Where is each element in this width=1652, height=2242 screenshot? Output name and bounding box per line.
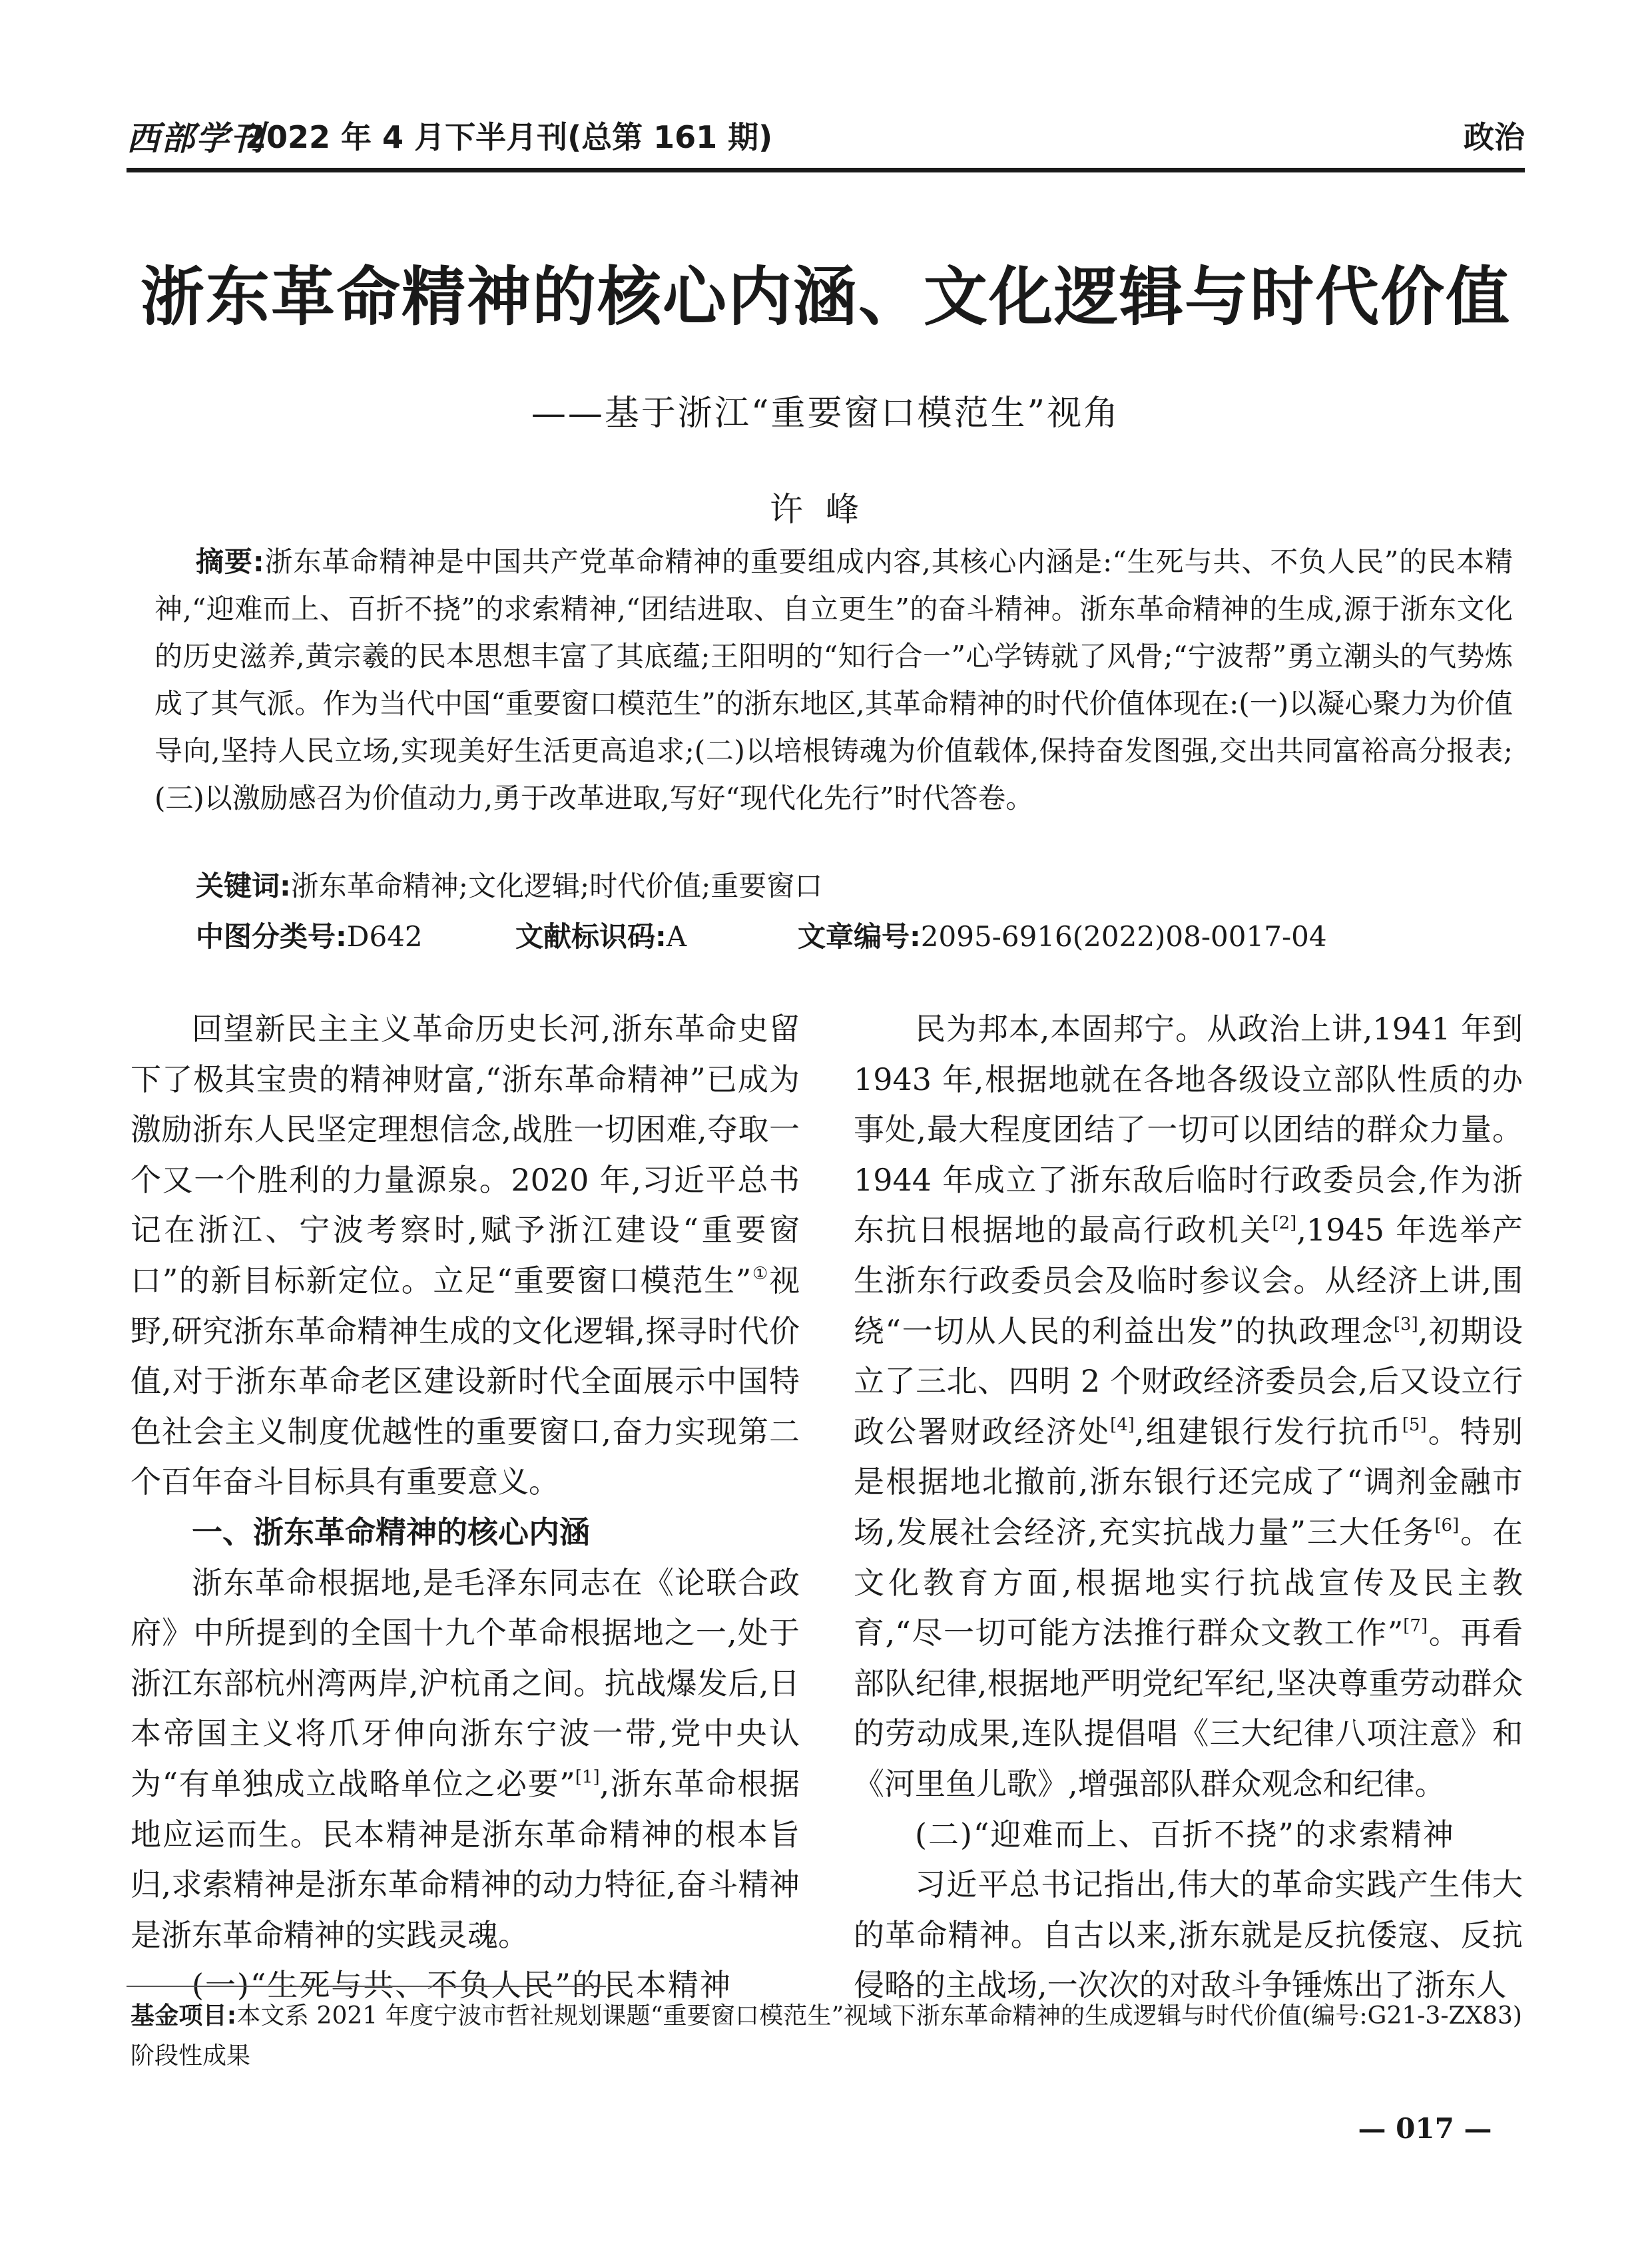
page-number: — 017 — (1358, 2112, 1492, 2145)
citation: [4] (1110, 1414, 1135, 1435)
section-label: 政治 (1464, 119, 1525, 155)
paragraph: 浙东革命根据地,是毛泽东同志在《论联合政府》中所提到的全国十九个革命根据地之一,处于浙江东部杭州湾两岸,沪杭甬之间。抗战爆发后,日本帝国主义将爪牙伸向浙东宁波一带,党中央认为“有单独成立战略单位之必要”[1],浙东革命根据地应运而生。民本精神是浙东革命精神的根本旨归,求索精神是浙东革命精神的动力特征,奋斗精神是浙东革命精神的实践灵魂。 (131, 1564, 800, 1953)
journal-logo: 西部学刊 (127, 119, 265, 158)
article-number-value: 2095-6916(2022)08-0017-04 (920, 920, 1327, 953)
clc-field (196, 914, 423, 960)
article-subtitle: ——基于浙江“重要窗口模范生”视角 (531, 394, 1121, 433)
paragraph: 习近平总书记指出,伟大的革命实践产生伟大的革命精神。自古以来,浙东就是反抗倭寇、反抗侵略的主战场,一次次的对敌斗争锤炼出了浙东人 (854, 1866, 1523, 2004)
funding-text: 本文系 2021 年度宁波市哲社规划课题“重要窗口模范生”视域下浙东革命精神的生成逻辑与时代价值(编号:G21-3-ZX83)阶段性成果 (131, 2002, 1522, 2070)
abstract (154, 538, 1513, 822)
subsection-heading: (二)“迎难而上、百折不挠”的求索精神 (915, 1816, 1455, 1852)
article-number-field (798, 914, 1327, 960)
article-title: 浙东革命精神的核心内涵、文化逻辑与时代价值 (140, 260, 1511, 334)
citation: [7] (1403, 1616, 1428, 1637)
header-rule (127, 168, 1525, 172)
author-name: 许峰 (770, 490, 882, 529)
classification-row (196, 914, 1514, 960)
abstract-text: 浙东革命精神是中国共产党革命精神的重要组成内容,其核心内涵是:“生死与共、不负人民”的民本精神,“迎难而上、百折不挠”的求索精神,“团结进取、自立更生”的奋斗精神。浙东革命精神的生成,源于浙东文化的历史滋养,黄宗羲的民本思想丰富了其底蕴;王阳明的“知行合一”心学铸就了风骨;“宁波帮”勇立潮头的气势炼成了其气派。作为当代中国“重要窗口模范生”的浙东地区,其革命精神的时代价值体现在:(一)以凝心聚力为价值导向,坚持人民立场,实现美好生活更高追求;(二)以培根铸魂为价值载体,保持奋发图强,交出共同富裕高分报表;(三)以激励感召为价值动力,勇于改革进取,写好“现代化先行”时代答卷。 (154, 545, 1514, 814)
citation: [6] (1434, 1515, 1460, 1536)
funding-footnote (131, 1996, 1522, 2076)
footnote-rule (127, 1986, 606, 1987)
clc-value: D642 (346, 920, 423, 953)
running-header (127, 112, 1525, 165)
article-number-label: 文章编号: (798, 920, 921, 953)
body-column-left (131, 1004, 800, 2011)
citation: [3] (1393, 1314, 1418, 1334)
citation: [1] (575, 1767, 600, 1787)
doc-code-field (515, 914, 687, 960)
keywords (196, 863, 1514, 910)
keywords-text: 浙东革命精神;文化逻辑;时代价值;重要窗口 (290, 870, 823, 902)
paragraph: 回望新民主主义革命历史长河,浙东革命史留下了极其宝贵的精神财富,“浙东革命精神”已成为激励浙东人民坚定理想信念,战胜一切困难,夺取一个又一个胜利的力量源泉。2020 年,习近平总书记在浙江、宁波考察时,赋予浙江建设“重要窗口”的新目标新定位。立足“重要窗口模范生”①视野,研究浙东革命精神生成的文化逻辑,探寻时代价值,对于浙东革命老区建设新时代全面展示中国特色社会主义制度优越性的重要窗口,奋力实现第二个百年奋斗目标具有重要意义。 (131, 1011, 800, 1500)
paragraph: 民为邦本,本固邦宁。从政治上讲,1941 年到 1943 年,根据地就在各地各级设立部队性质的办事处,最大程度团结了一切可以团结的群众力量。1944 年成立了浙东敌后临时行政委员会,作为浙东抗日根据地的最高行政机关[2],1945 年选举产生浙东行政委员会及临时参议会。从经济上讲,围绕“一切从人民的利益出发”的执政理念[3],初期设立了三北、四明 2 个财政经济委员会,后又设立行政公署财政经济处[4],组建银行发行抗币[5]。特别是根据地北撤前,浙东银行还完成了“调剂金融市场,发展社会经济,充实抗战力量”三大任务[6]。在文化教育方面,根据地实行抗战宣传及民主教育,“尽一切可能方法推行群众文教工作”[7]。再看部队纪律,根据地严明党纪军纪,坚决尊重劳动群众的劳动成果,连队提倡唱《三大纪律八项注意》和《河里鱼儿歌》,增强部队群众观念和纪律。 (854, 1011, 1523, 1802)
citation: [5] (1402, 1414, 1427, 1435)
keywords-label: 关键词: (196, 870, 291, 902)
abstract-label: 摘要: (196, 545, 264, 578)
clc-label: 中图分类号: (196, 920, 347, 953)
doc-code-value: A (666, 920, 687, 953)
footnote-marker: ① (751, 1263, 769, 1284)
body-column-right (854, 1004, 1523, 2011)
subsection-heading: (一)“生死与共、不负人民”的民本精神 (192, 1967, 732, 2004)
funding-label: 基金项目: (131, 2002, 237, 2030)
issue-info: 2022 年 4 月下半月刊(总第 161 期) (245, 119, 773, 155)
citation: [2] (1272, 1213, 1297, 1234)
section-heading: 一、浙东革命精神的核心内涵 (192, 1514, 590, 1550)
doc-code-label: 文献标识码: (515, 920, 667, 953)
